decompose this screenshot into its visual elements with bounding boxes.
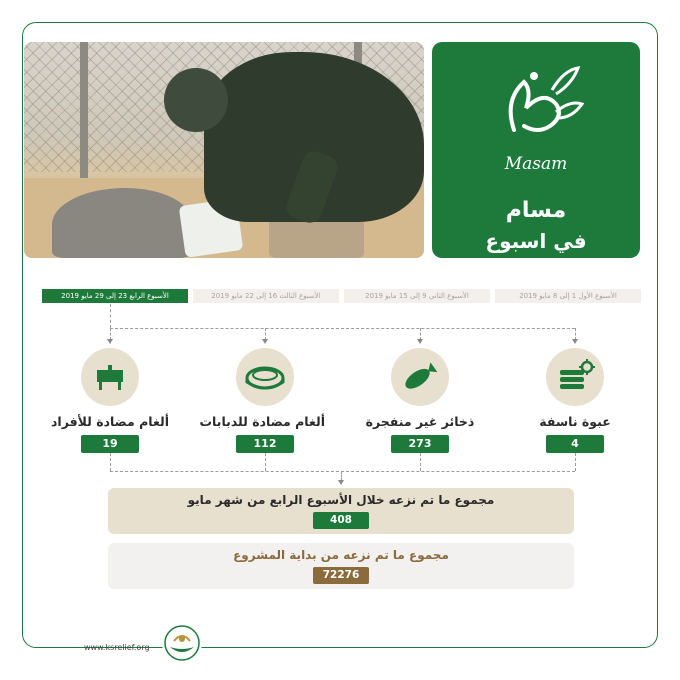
week-tab-1[interactable]: الأسبوع الأول 1 إلى 8 مايو 2019 — [495, 289, 641, 303]
connector — [265, 453, 266, 471]
category-anti-tank — [199, 348, 325, 453]
ksrelief-logo-icon — [162, 623, 202, 663]
connector — [110, 453, 111, 471]
website-link[interactable]: www.ksrelief.org — [84, 643, 150, 652]
project-total-label: مجموع ما تم نزعه من بداية المشروع — [233, 548, 449, 562]
connector — [575, 453, 576, 471]
explosive-device-icon — [546, 348, 604, 406]
project-total-panel — [108, 543, 574, 589]
connector — [110, 328, 575, 329]
category-anti-personnel — [50, 348, 170, 453]
card-title-line2: في اسبوع — [485, 229, 587, 253]
project-total-value: 72276 — [313, 567, 369, 584]
arrow-down-icon — [338, 480, 344, 485]
category-count: 4 — [546, 435, 604, 453]
category-count: 112 — [236, 435, 294, 453]
logo-text: Masam — [504, 154, 568, 174]
category-count: 273 — [391, 435, 449, 453]
ksrelief-logo — [162, 623, 202, 663]
connector — [110, 471, 575, 472]
arrow-down-icon — [417, 339, 423, 344]
hero-photo — [24, 42, 424, 258]
card-title-line1: مسام — [505, 198, 567, 223]
weekly-total-label: مجموع ما تم نزعه خلال الأسبوع الرابع من شهر مايو — [187, 493, 495, 507]
category-label: ألغام مضادة للأفراد — [51, 414, 169, 429]
rock — [52, 188, 192, 258]
weekly-total-panel — [108, 488, 574, 534]
connector — [420, 453, 421, 471]
category-label: عبوة ناسفة — [539, 414, 611, 429]
weekly-total-value: 408 — [313, 512, 369, 529]
anti-tank-mine-icon — [236, 348, 294, 406]
arrow-down-icon — [107, 339, 113, 344]
arrow-down-icon — [572, 339, 578, 344]
helmet — [164, 68, 228, 132]
connector — [110, 304, 111, 328]
arrow-down-icon — [262, 339, 268, 344]
fence-post — [80, 42, 88, 192]
category-count: 19 — [81, 435, 139, 453]
bomb-icon — [391, 348, 449, 406]
week-tab-3[interactable]: الأسبوع الثالث 16 إلى 22 مايو 2019 — [193, 289, 339, 303]
category-unexploded — [360, 348, 480, 453]
title-card — [432, 42, 640, 258]
week-tab-4[interactable]: الأسبوع الرابع 23 إلى 29 مايو 2019 — [42, 289, 188, 303]
week-tab-2[interactable]: الأسبوع الثاني 9 إلى 15 مايو 2019 — [344, 289, 490, 303]
category-explosive-device — [515, 348, 635, 453]
masam-logo-icon — [494, 60, 584, 150]
category-label: ألغام مضادة للدبابات — [199, 414, 325, 429]
category-label: ذخائر غير منفجرة — [365, 414, 475, 429]
anti-personnel-mine-icon — [81, 348, 139, 406]
